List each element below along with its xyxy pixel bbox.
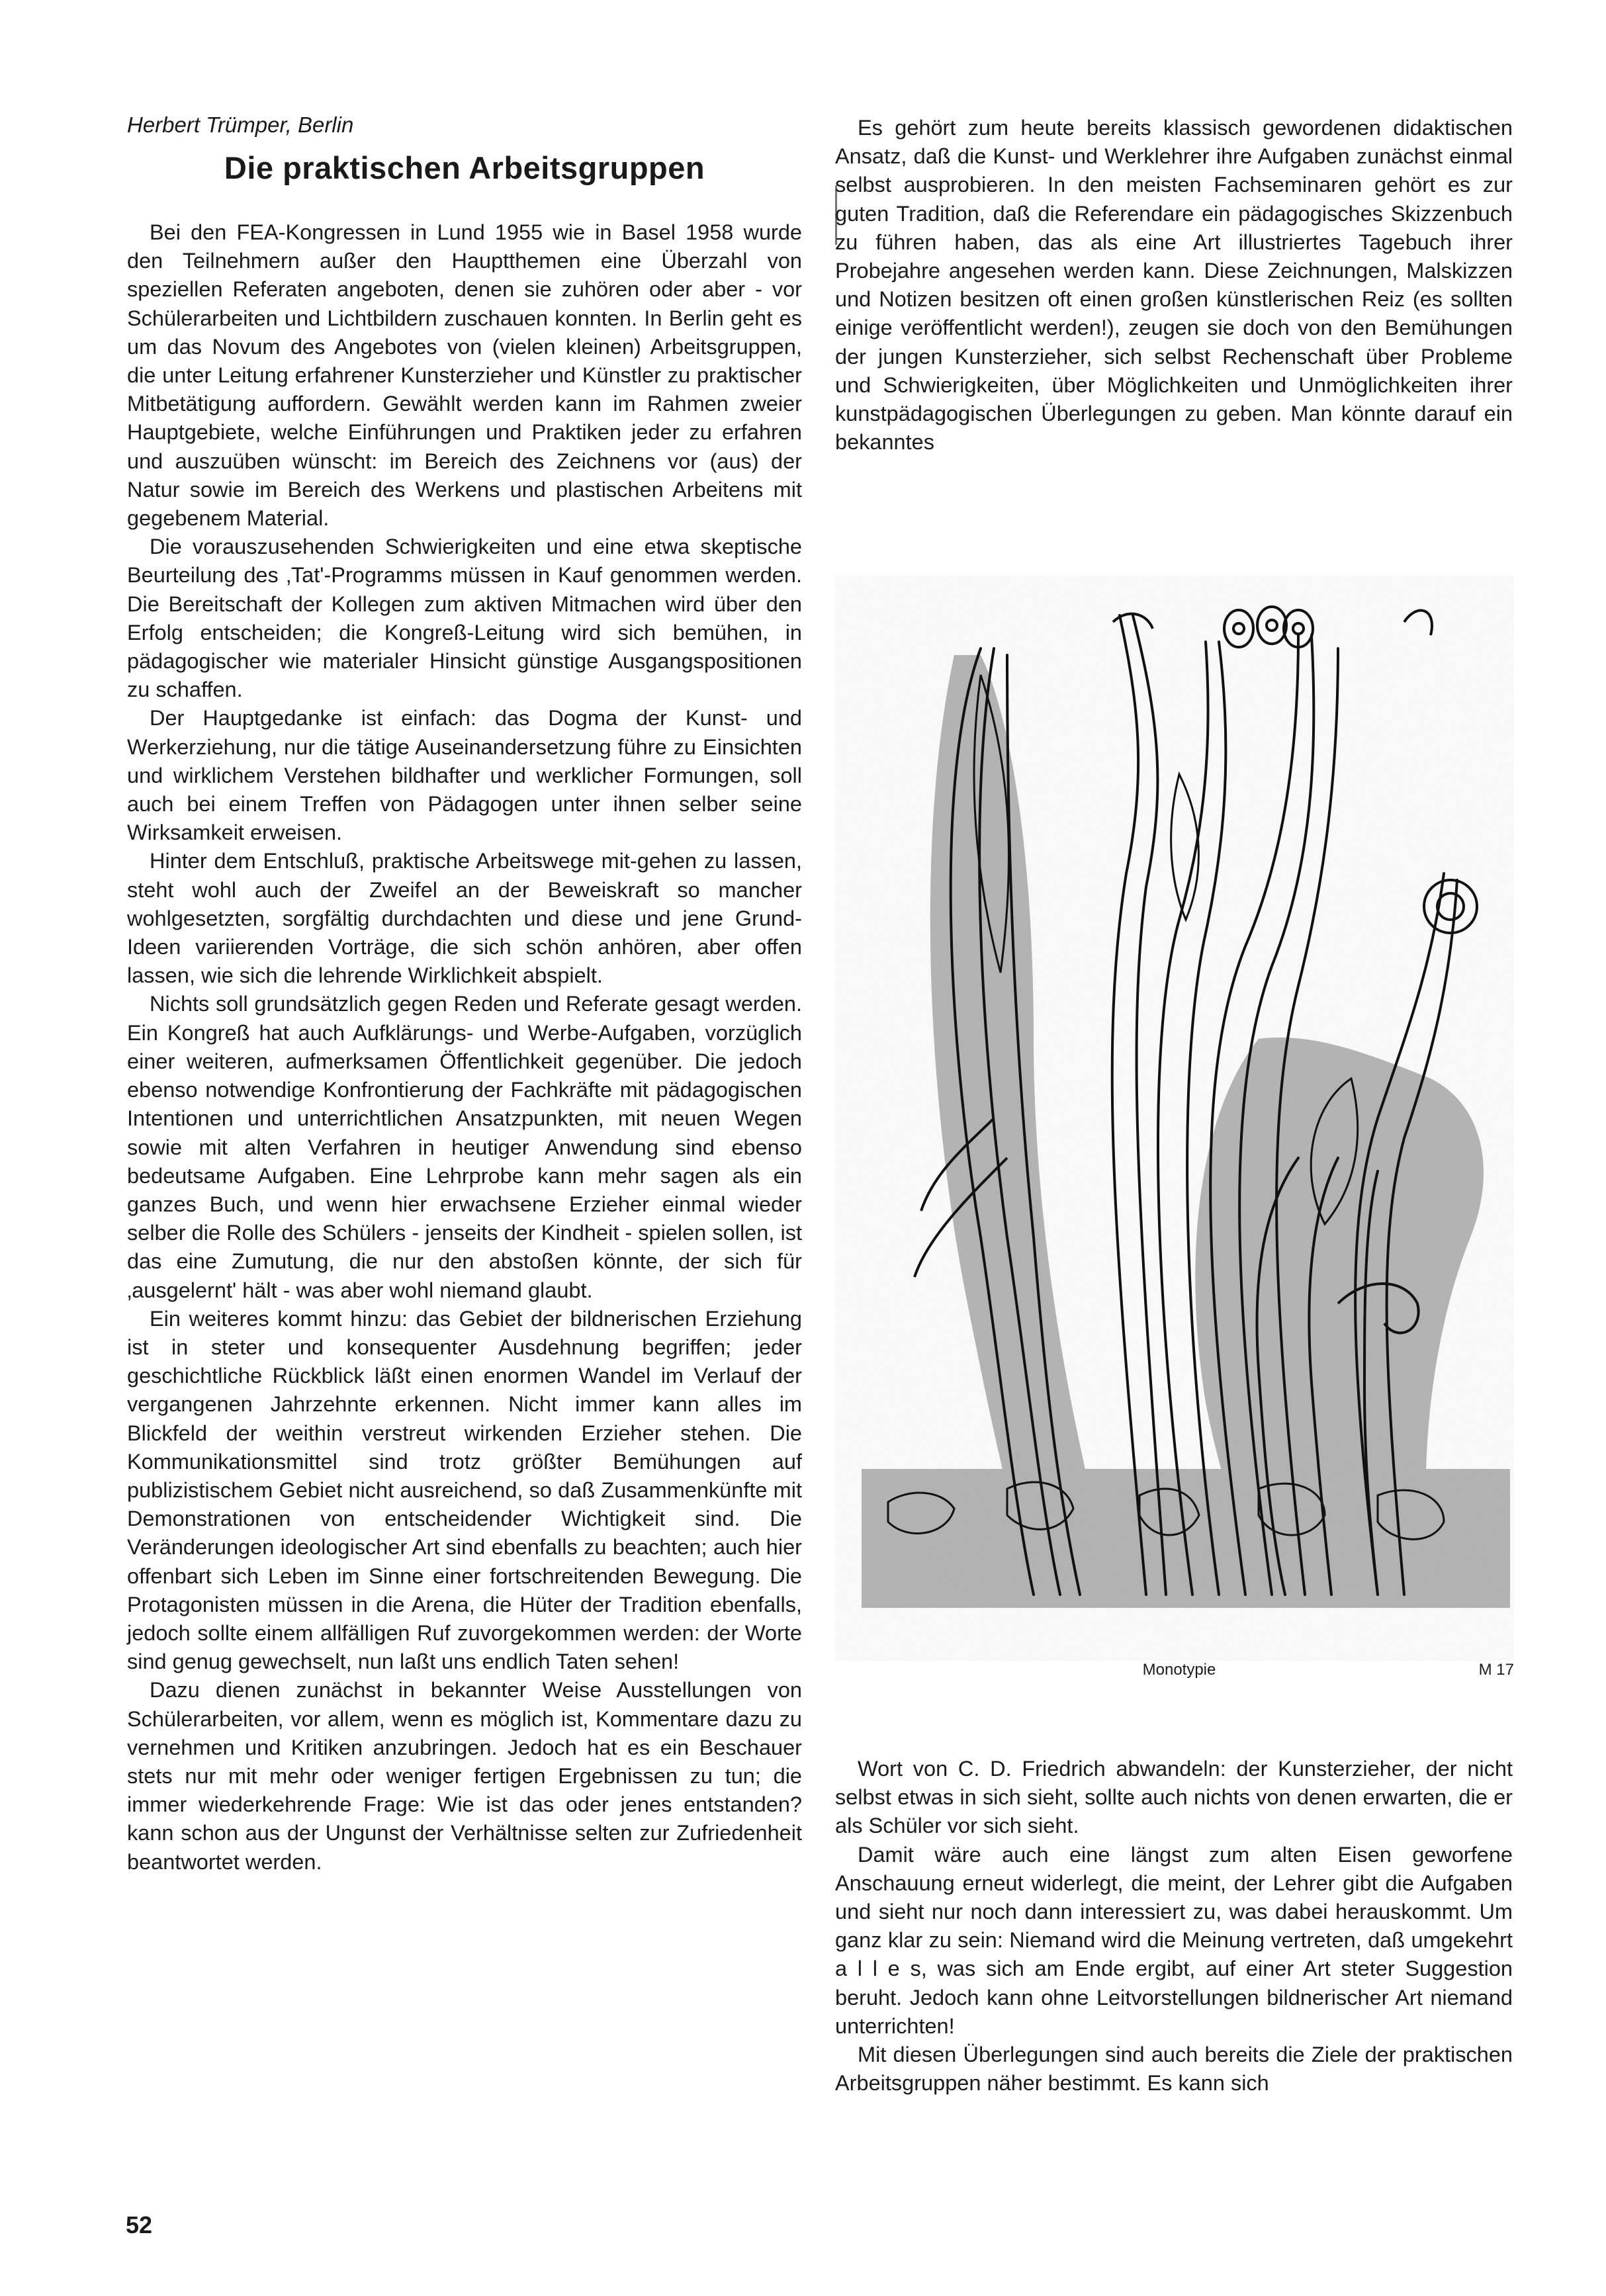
paragraph: Ein weiteres kommt hinzu: das Gebiet der bildnerischen Erziehung ist in steter und konsequenter Ausdehnung begriffen; jeder geschichtliche Rückblick läßt einen enormen Wandel im Verlauf der vergangenen Jahrzehnte erkennen. Nicht immer kann alles im Blickfeld der weithin verstreut wirkenden Erzieher stehen. Die Kommunikationsmittel sind trotz größter Bemühungen auf publizistischem Gebiet nicht ausreichend, so daß Zusammenkünfte mit Demonstrationen von entscheidender Wichtigkeit sind. Die Veränderungen ideologischer Art sind ebenfalls zu beachten; auch hier offenbart sich Leben im Sinne einer fortschreitenden Bewegung. Die Protagonisten müssen in die Arena, die Hüter der Tradition ebenfalls, jedoch sollte einem allfälligen Ruf zuvorgekommen werden: der Worte sind genug gewechselt, nun laßt uns endlich Taten sehen! xyxy=(127,1306,802,1674)
paragraph: Bei den FEA-Kongressen in Lund 1955 wie in Basel 1958 wurde den Teilnehmern außer den Hauptthemen eine Überzahl von speziellen Referaten angeboten, denen sie zuhören oder aber - vor Schülerarbeiten und Lichtbildern zuschauen konnten. In Berlin geht es um das Novum des Angebotes von (vielen kleinen) Arbeitsgruppen, die unter Leitung erfahrener Kunsterzieher und Künstler zu praktischer Mitbetätigung auffordern. Gewählt werden kann im Rahmen zweier Hauptgebiete, welche Einführungen und Praktiken jeder zu erfahren und auszuüben wünscht: im Bereich des Zeichnens vor (aus) der Natur sowie im Bereich des Werkens und plastischen Arbeitens mit gegebenem Material. xyxy=(127,220,802,531)
paragraph: Dazu dienen zunächst in bekannter Weise Ausstellungen von Schülerarbeiten, vor allem, wenn es möglich ist, Kommentare dazu zu vernehmen und Kritiken anzubringen. Jedoch hat es ein Beschauer stets nur mit mehr oder weniger fertigen Ergebnissen zu tun; die immer wiederkehrende Frage: Wie ist das oder jenes entstanden? kann schon aus der Ungunst der Verhältnisse selten zur Zufriedenheit beantwortet werden. xyxy=(127,1678,802,1874)
paragraph: Nichts soll grundsätzlich gegen Reden und Referate gesagt werden. Ein Kongreß hat auch Aufklärungs- und Werbe-Aufgaben, vorzüglich einer weiteren, aufmerksamen Öffentlichkeit gegenüber. Die jedoch ebenso notwendige Konfrontierung der Fachkräfte mit pädagogischen Intentionen und unterrichtlichen Ansatzpunkten, mit neuen Wegen sowie mit alten Verfahren in heutiger Anwendung sind ebenso bedeutsame Aufgaben. Eine Lehrprobe kann mehr sagen als ein ganzes Buch, und wenn hier erwachsene Erzieher einmal wieder selber die Rolle des Schülers - jenseits der Kindheit - spielen sollen, ist das eine Zumutung, die nur den abstoßen könnte, der sich für ‚ausgelernt' hält - was aber wohl niemand glaubt. xyxy=(127,992,802,1302)
caption-code: M 17 xyxy=(1478,1661,1514,1679)
paragraph: Mit diesen Überlegungen sind auch bereits die Ziele der praktischen Arbeitsgruppen näher bestimmt. Es kann sich xyxy=(835,2043,1513,2096)
article-author: Herbert Trümper, Berlin xyxy=(127,112,354,137)
page-number: 52 xyxy=(126,2211,153,2238)
figure-caption xyxy=(835,1661,1514,1687)
article-title: Die praktischen Arbeitsgruppen xyxy=(224,150,705,185)
paragraph: Der Hauptgedanke ist einfach: das Dogma der Kunst- und Werkerziehung, nur die tätige Auseinandersetzung führe zu Einsichten und wirklichem Verstehen bildhafter und werklicher Formungen, soll auch bei einem Treffen von Pädagogen unter ihnen selber seine Wirksamkeit erweisen. xyxy=(127,706,802,845)
left-column xyxy=(127,218,802,1877)
paragraph: Es gehört zum heute bereits klassisch gewordenen didaktischen Ansatz, daß die Kunst- und Werklehrer ihre Aufgaben zunächst einmal selbst ausprobieren. In den meisten Fachseminaren gehört es zur guten Tradition, daß die Referendare ein pädagogisches Skizzenbuch zu führen haben, das als eine Art illustriertes Tagebuch ihrer Probejahre angesehen werden kann. Diese Zeichnungen, Malskizzen und Notizen besitzen oft einen großen künstlerischen Reiz (es sollten einige veröffentlicht werden!), zeugen sie doch von den Bemühungen der jungen Kunsterzieher, sich selbst Rechenschaft über Probleme und Schwierigkeiten, über Möglichkeiten und Unmöglichkeiten ihrer kunstpädagogischen Überlegungen zu geben. Man könnte darauf ein bekanntes xyxy=(835,116,1513,455)
paragraph: Damit wäre auch eine längst zum alten Eisen geworfene Anschauung erneut widerlegt, die meint, der Lehrer gibt die Aufgaben und sieht nur noch dann interessiert zu, was dabei herauskommt. Um ganz klar zu sein: Niemand wird die Meinung vertreten, daß umgekehrt a l l e s, was sich am Ende ergibt, auf einer Art steter Suggestion beruht. Jedoch kann ohne Leitvorstellungen bildnerischer Art niemand unterrichten! xyxy=(835,1842,1513,2038)
monotype-illustration xyxy=(835,576,1514,1681)
paragraph: Hinter dem Entschluß, praktische Arbeitswege mit-gehen zu lassen, steht wohl auch der Zweifel an der Beweiskraft so mancher wohlgesetzten, sorgfältig durchdachten und diese und jene Grund-Ideen variierenden Vorträge, die sich schön anhören, aber offen lassen, wie sich die lehrende Wirklichkeit abspielt. xyxy=(127,849,802,988)
paragraph: Die vorauszusehenden Schwierigkeiten und eine etwa skeptische Beurteilung des ‚Tat'-Programms müssen in Kauf genommen werden. Die Bereitschaft der Kollegen zum aktiven Mitmachen wird über den Erfolg entscheiden; die Kongreß-Leitung wird sich bemühen, in pädagogischer wie materialer Hinsicht günstige Ausgangspositionen zu schaffen. xyxy=(127,535,802,702)
right-column-top xyxy=(835,114,1513,457)
monotype-drawing xyxy=(835,576,1514,1661)
caption-text: Monotypie xyxy=(1142,1661,1216,1679)
right-column-bottom xyxy=(835,1755,1513,2097)
paragraph: Wort von C. D. Friedrich abwandeln: der Kunsterzieher, der nicht selbst etwas in sich sieht, sollte auch nichts von denen erwarten, die er als Schüler vor sich sieht. xyxy=(835,1757,1513,1838)
